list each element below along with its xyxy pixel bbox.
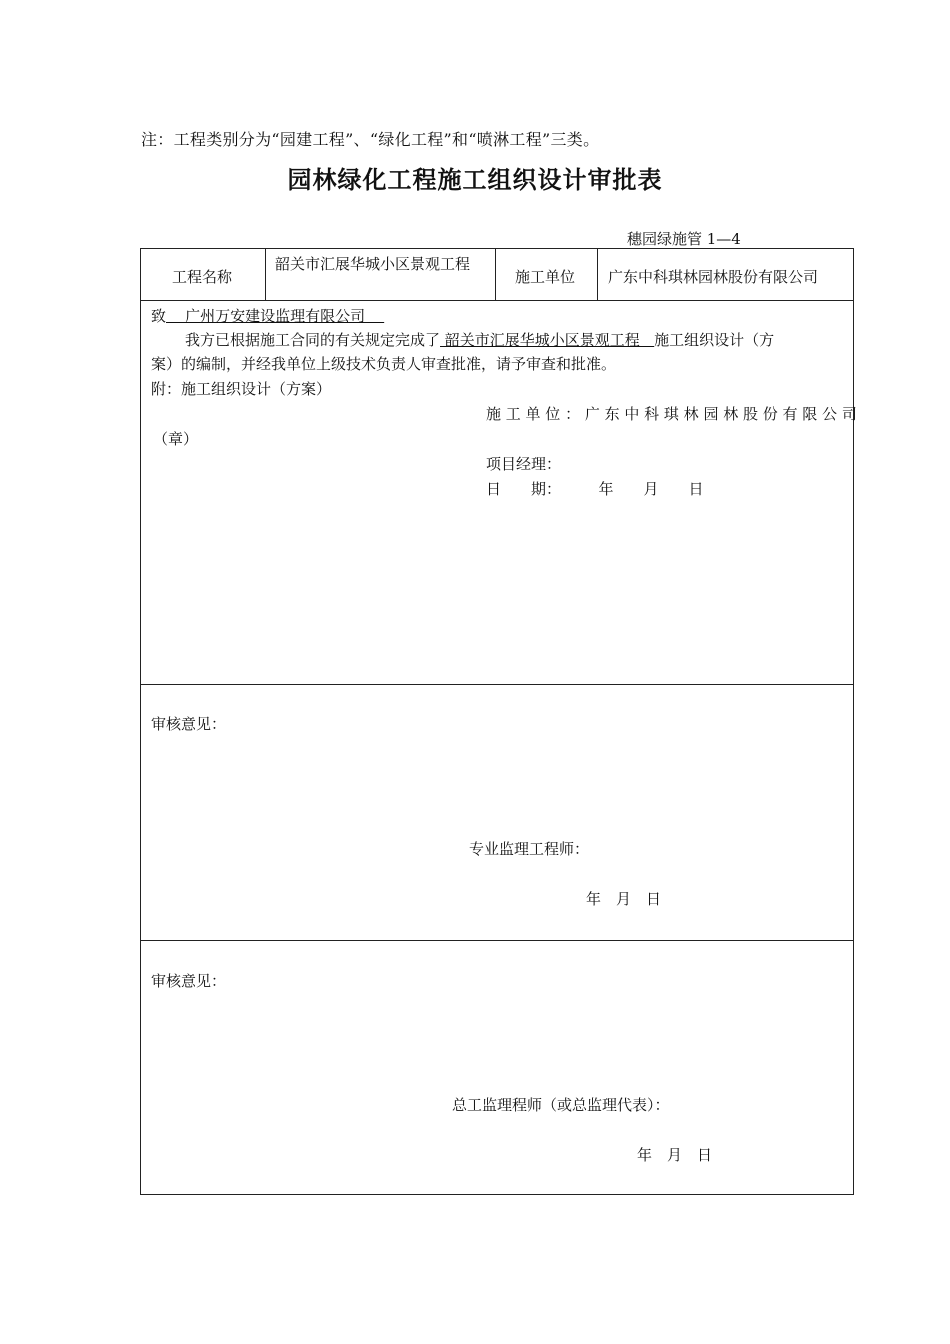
to-prefix: 致	[151, 307, 167, 325]
project-name-label: 工程名称	[172, 268, 233, 286]
contractor-signature-unit: 施 工 单 位 ： 广 东 中 科 琪 林 园 林 股 份 有 限 公 司	[486, 405, 857, 423]
review1-signer-label: 专业监理工程师：	[469, 840, 590, 858]
review1-label: 审核意见：	[151, 715, 227, 733]
column-divider	[495, 249, 496, 300]
column-divider	[265, 249, 266, 300]
row-divider	[141, 940, 853, 941]
submission-body-line1	[185, 329, 774, 350]
project-name-value: 韶关市汇展华城小区景观工程	[275, 255, 471, 273]
body-project-name: 韶关市汇展华城小区景观工程	[440, 331, 655, 349]
recipient-name: 广州万安建设监理有限公司	[166, 307, 385, 325]
review2-signer-label: 总工监理程师（或总监理代表）：	[452, 1096, 670, 1114]
approval-form-table	[140, 248, 857, 1195]
form-number: 穗园绿施管 1—4	[627, 230, 741, 248]
seal-text: （章）	[153, 430, 199, 448]
body-text-a: 我方已根据施工合同的有关规定完成了	[185, 331, 441, 349]
form-title: 园林绿化工程施工组织设计审批表	[287, 165, 663, 194]
submission-date: 日 期： 年 月 日	[486, 480, 704, 498]
review1-date: 年 月 日	[586, 890, 662, 908]
row-divider	[141, 684, 853, 685]
review2-date: 年 月 日	[637, 1146, 713, 1164]
body-text-b: 施工组织设计（方	[654, 331, 775, 349]
project-manager-label: 项目经理：	[486, 455, 562, 473]
attachment-text: 附：施工组织设计（方案）	[151, 380, 332, 398]
review2-label: 审核意见：	[151, 972, 227, 990]
contractor-label: 施工单位	[515, 268, 576, 286]
submission-body-line2: 案）的编制，并经我单位上级技术负责人审查批准，请予审查和批准。	[151, 355, 617, 373]
column-divider	[597, 249, 598, 300]
note-text: 注：工程类别分为“园建工程”、“绿化工程”和“喷淋工程”三类。	[141, 130, 600, 149]
submission-recipient	[151, 305, 384, 326]
contractor-value: 广东中科琪林园林股份有限公司	[608, 268, 819, 286]
row-divider	[141, 300, 853, 301]
